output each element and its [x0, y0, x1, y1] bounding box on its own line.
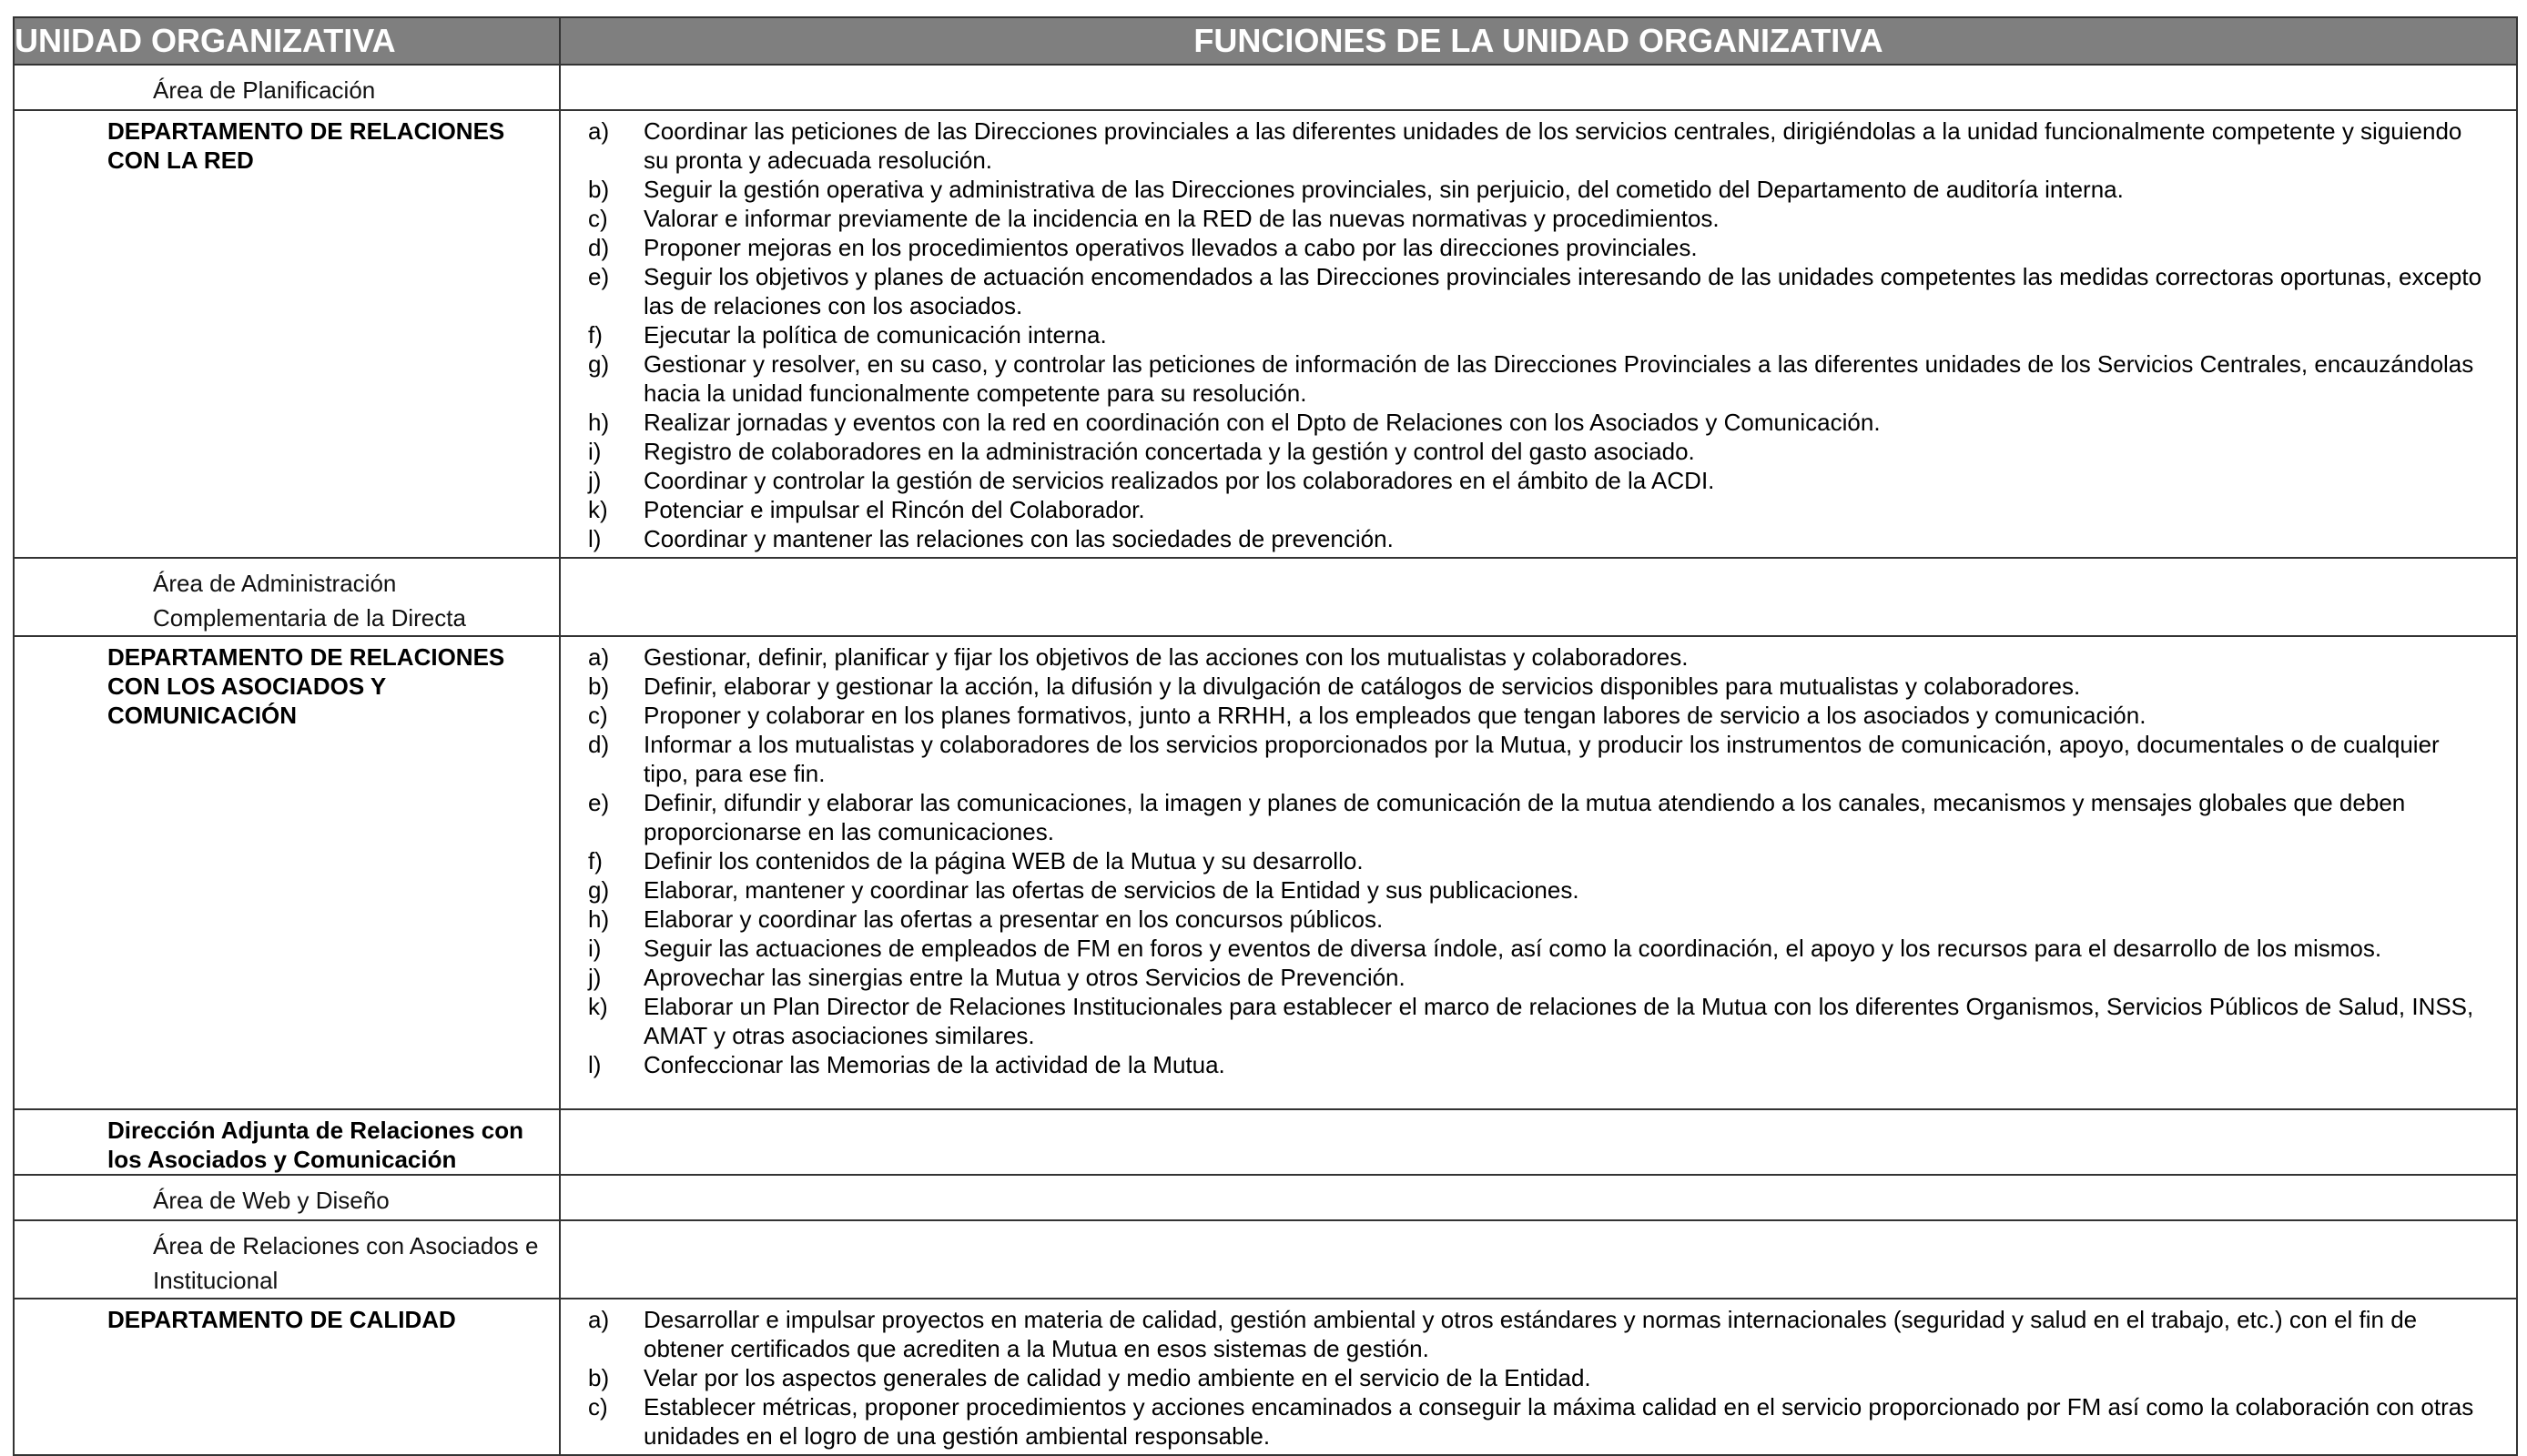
function-letter: l): [588, 525, 602, 552]
function-text: Definir los contenidos de la página WEB de la Mutua y su desarrollo.: [644, 847, 1364, 875]
function-text: Velar por los aspectos generales de calidad y medio ambiente en el servicio de la Entidad.: [644, 1364, 1591, 1391]
function-item: [588, 466, 2483, 495]
functions-list: [561, 111, 2516, 557]
function-item: [588, 875, 2483, 905]
function-item: [588, 701, 2483, 730]
function-text: Seguir las actuaciones de empleados de FM en foros y eventos de diversa índole, así como la coordinación, el apoyo y los recursos para el desarrollo de los mismos.: [644, 935, 2382, 962]
function-letter: b): [588, 672, 610, 700]
function-text: Coordinar y mantener las relaciones con las sociedades de prevención.: [644, 525, 1394, 552]
function-letter: f): [588, 321, 603, 349]
function-item: [588, 934, 2483, 963]
function-item: [588, 963, 2483, 992]
table-row: [14, 1220, 2517, 1299]
function-item: [588, 905, 2483, 934]
function-text: Confeccionar las Memorias de la actividad de la Mutua.: [644, 1051, 1225, 1078]
function-letter: e): [588, 789, 610, 816]
function-letter: g): [588, 350, 610, 378]
area-name: Área de Web y Diseño: [153, 1187, 390, 1214]
function-item: [588, 262, 2483, 320]
function-letter: g): [588, 876, 610, 904]
function-item: [588, 524, 2483, 553]
department-name: DEPARTAMENTO DE RELACIONES CON LOS ASOCIADOS Y COMUNICACIÓN: [107, 643, 505, 729]
function-letter: k): [588, 496, 608, 523]
function-letter: a): [588, 1306, 610, 1333]
function-item: [588, 642, 2483, 672]
department-name: DEPARTAMENTO DE RELACIONES CON LA RED: [107, 117, 505, 174]
function-text: Desarrollar e impulsar proyectos en materia de calidad, gestión ambiental y otros estándares y normas internacionales (seguridad y salud en el trabajo, etc.) con el fin de obtener certificados que acrediten a la Mutua en esos sistemas de gestión.: [644, 1306, 2418, 1362]
function-item: [588, 992, 2483, 1050]
unit-cell: [14, 1175, 560, 1220]
unit-cell: [14, 1220, 560, 1299]
function-letter: l): [588, 1051, 602, 1078]
table-row: [14, 558, 2517, 636]
functions-list: [561, 637, 2516, 1083]
function-text: Coordinar y controlar la gestión de servicios realizados por los colaboradores en el ámbito de la ACDI.: [644, 467, 1715, 494]
department-name: Dirección Adjunta de Relaciones con los Asociados y Comunicación: [107, 1117, 524, 1173]
table-row: [14, 1175, 2517, 1220]
function-text: Definir, elaborar y gestionar la acción, la difusión y la divulgación de catálogos de servicios disponibles para mutualistas y colaboradores.: [644, 672, 2081, 700]
function-text: Definir, difundir y elaborar las comunicaciones, la imagen y planes de comunicación de la mutua atendiendo a los canales, mecanismos y mensajes globales que deben proporcionarse en las comunicaciones.: [644, 789, 2406, 845]
function-item: [588, 1050, 2483, 1079]
function-item: [588, 175, 2483, 204]
function-text: Ejecutar la política de comunicación interna.: [644, 321, 1107, 349]
function-letter: c): [588, 702, 608, 729]
function-letter: b): [588, 1364, 610, 1391]
function-letter: k): [588, 993, 608, 1020]
function-text: Potenciar e impulsar el Rincón del Colaborador.: [644, 496, 1145, 523]
unit-column-header: UNIDAD ORGANIZATIVA: [14, 17, 560, 65]
functions-column-header: FUNCIONES DE LA UNIDAD ORGANIZATIVA: [560, 17, 2517, 65]
function-letter: a): [588, 643, 610, 671]
table-row: [14, 636, 2517, 1109]
function-text: Realizar jornadas y eventos con la red en coordinación con el Dpto de Relaciones con los Asociados y Comunicación.: [644, 409, 1881, 436]
table-row: [14, 1109, 2517, 1175]
function-letter: c): [588, 1393, 608, 1421]
functions-cell: [560, 1220, 2517, 1299]
function-text: Proponer y colaborar en los planes formativos, junto a RRHH, a los empleados que tengan labores de servicio a los asociados y comunicación.: [644, 702, 2146, 729]
function-letter: i): [588, 438, 602, 465]
table-row: [14, 1299, 2517, 1455]
function-letter: d): [588, 234, 610, 261]
unit-cell: [14, 636, 560, 1109]
function-letter: b): [588, 176, 610, 203]
area-name: Área de Relaciones con Asociados e Institucional: [153, 1232, 539, 1294]
area-name: Área de Administración Complementaria de la Directa: [153, 570, 466, 632]
function-text: Elaborar, mantener y coordinar las ofertas de servicios de la Entidad y sus publicaciones.: [644, 876, 1579, 904]
function-text: Aprovechar las sinergias entre la Mutua y otros Servicios de Prevención.: [644, 964, 1406, 991]
function-item: [588, 437, 2483, 466]
function-letter: h): [588, 409, 610, 436]
function-item: [588, 116, 2483, 175]
functions-cell: [560, 558, 2517, 636]
functions-table: [13, 16, 2518, 1456]
function-item: [588, 672, 2483, 701]
function-item: [588, 233, 2483, 262]
unit-cell: [14, 1109, 560, 1175]
unit-cell: [14, 558, 560, 636]
function-text: Seguir los objetivos y planes de actuación encomendados a las Direcciones provinciales interesando de las unidades competentes las medidas correctoras oportunas, excepto las de relaciones con los asociados.: [644, 263, 2482, 319]
function-item: [588, 1305, 2483, 1363]
unit-cell: [14, 110, 560, 558]
functions-cell: [560, 636, 2517, 1109]
table-row: [14, 65, 2517, 110]
function-text: Gestionar, definir, planificar y fijar los objetivos de las acciones con los mutualistas y colaboradores.: [644, 643, 1689, 671]
function-text: Coordinar las peticiones de las Direcciones provinciales a las diferentes unidades de los servicios centrales, dirigiéndolas a la unidad funcionalmente competente y siguiendo su pronta y adecuada resolución.: [644, 117, 2462, 174]
function-item: [588, 349, 2483, 408]
function-text: Valorar e informar previamente de la incidencia en la RED de las nuevas normativas y procedimientos.: [644, 205, 1720, 232]
function-item: [588, 204, 2483, 233]
function-text: Elaborar y coordinar las ofertas a presentar en los concursos públicos.: [644, 905, 1384, 933]
function-item: [588, 1392, 2483, 1451]
function-letter: c): [588, 205, 608, 232]
function-item: [588, 408, 2483, 437]
function-item: [588, 1363, 2483, 1392]
unit-cell: [14, 65, 560, 110]
functions-cell: [560, 1109, 2517, 1175]
function-item: [588, 320, 2483, 349]
function-text: Establecer métricas, proponer procedimientos y acciones encaminados a conseguir la máxima calidad en el servicio proporcionado por FM así como la colaboración con otras unidades en el logro de una gestión ambiental responsable.: [644, 1393, 2474, 1450]
functions-cell: [560, 65, 2517, 110]
function-letter: d): [588, 731, 610, 758]
function-text: Seguir la gestión operativa y administrativa de las Direcciones provinciales, sin perjuicio, del cometido del Departamento de auditoría interna.: [644, 176, 2124, 203]
function-letter: h): [588, 905, 610, 933]
functions-list: [561, 1299, 2516, 1454]
unit-cell: [14, 1299, 560, 1455]
table-header-row: [14, 17, 2517, 65]
function-text: Elaborar un Plan Director de Relaciones Institucionales para establecer el marco de relaciones de la Mutua con los diferentes Organismos, Servicios Públicos de Salud, INSS, AMAT y otras asociaciones similares.: [644, 993, 2474, 1049]
function-text: Gestionar y resolver, en su caso, y controlar las peticiones de información de las Direcciones Provinciales a las diferentes unidades de los Servicios Centrales, encauzándolas hacia la unidad funcionalmente competente para su resolución.: [644, 350, 2474, 407]
function-item: [588, 788, 2483, 846]
function-letter: i): [588, 935, 602, 962]
function-text: Informar a los mutualistas y colaboradores de los servicios proporcionados por la Mutua, y producir los instrumentos de comunicación, apoyo, documentales o de cualquier tipo, para ese fin.: [644, 731, 2440, 787]
function-letter: a): [588, 117, 610, 145]
function-letter: j): [588, 467, 602, 494]
function-item: [588, 846, 2483, 875]
functions-cell: [560, 110, 2517, 558]
function-letter: f): [588, 847, 603, 875]
table-body: [14, 65, 2517, 1455]
table-row: [14, 110, 2517, 558]
function-item: [588, 495, 2483, 524]
function-letter: j): [588, 964, 602, 991]
functions-cell: [560, 1175, 2517, 1220]
function-item: [588, 730, 2483, 788]
function-letter: e): [588, 263, 610, 290]
department-name: DEPARTAMENTO DE CALIDAD: [107, 1306, 456, 1333]
function-text: Registro de colaboradores en la administración concertada y la gestión y control del gasto asociado.: [644, 438, 1695, 465]
functions-cell: [560, 1299, 2517, 1455]
function-text: Proponer mejoras en los procedimientos operativos llevados a cabo por las direcciones provinciales.: [644, 234, 1698, 261]
area-name: Área de Planificación: [153, 76, 376, 104]
